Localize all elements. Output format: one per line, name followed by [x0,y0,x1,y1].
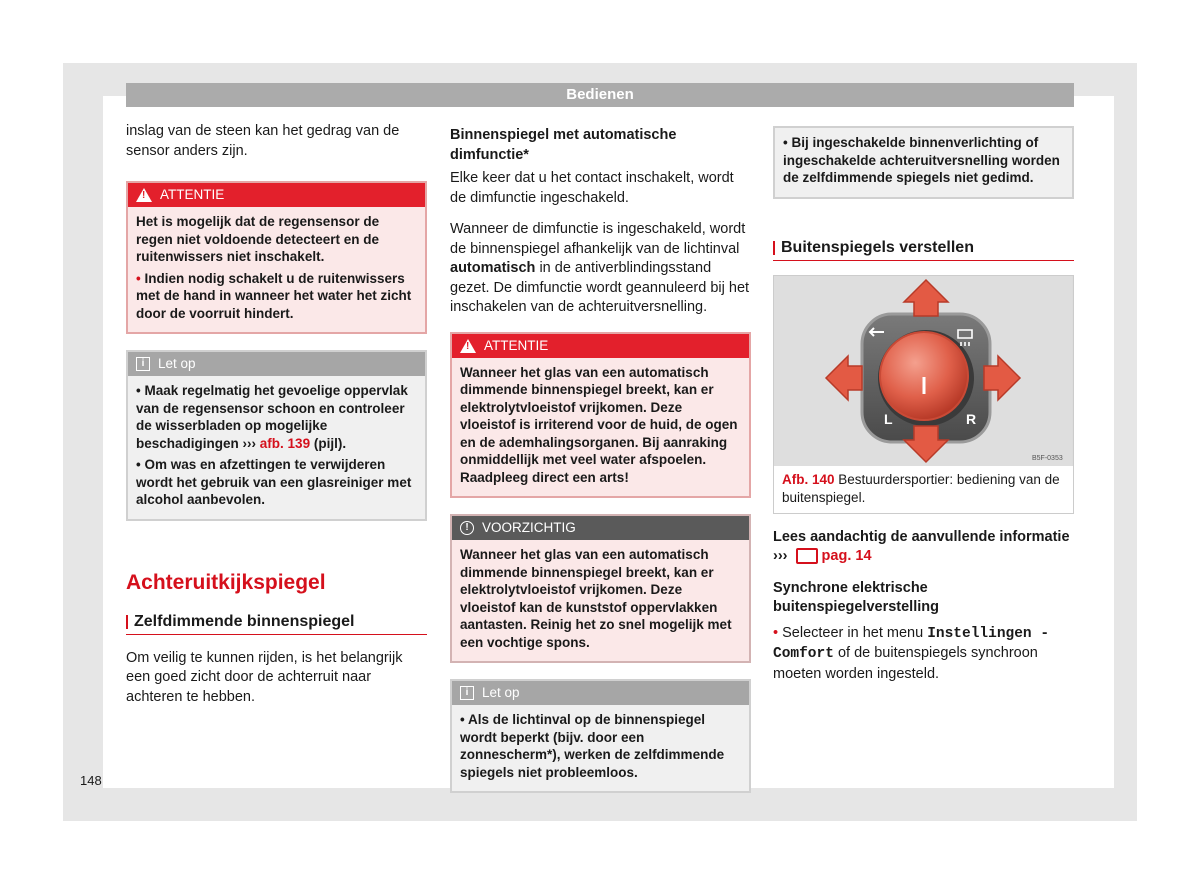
link-afb-139[interactable]: afb. 139 [259,435,311,451]
dimfunctie-heading: Binnenspiegel met automatische dimfunctie* [450,127,677,163]
voorzichtig-label: VOORZICHTIG [482,520,576,535]
intro-text: inslag van de steen kan het gedrag van de sensor anders zijn. [126,123,400,159]
dimfunctie-text-2: Wanneer de dimfunctie is ingeschakeld, wordt de binnenspiegel afhankelijk van de lichtinval automatisch in de antiverblindingsstand gezet. De dimfunctie wordt geannuleerd bij het inschakelen van de achteruitversnelling. [450,221,750,315]
column-2 [450,126,751,793]
voorzichtig-header [452,516,749,540]
voorzichtig-text: Wanneer het glas van een automatisch dimmende binnenspiegel breekt, kan er elektrolytvloeistof vrijkomen. Deze vloeistof kan de kunststof oppervlakken aantasten. Reinig het zo snel mogelijk met een vochtige spons. [460,547,732,650]
tip-continuation-body [775,128,1072,197]
sync-text: • Selecteer in het menu Instellingen - Comfort of de buitenspiegels synchroon moeten worden ingesteld. [773,624,1050,682]
attentie-text-1: Het is mogelijk dat de regensensor de regen niet voldoende detecteert en de ruitenwissers niet inschakelt. [136,214,380,264]
dimfunctie-text-1: Elke keer dat u het contact inschakelt, wordt de dimfunctie ingeschakeld. [450,170,734,206]
figure-code: B5F-0353 [1032,454,1063,462]
body-text: Om veilig te kunnen rijden, is het belangrijk een goed zicht door de achterruit naar achteren te hebben. [126,649,403,705]
section-title: Zelfdimmende binnenspiegel [126,613,427,635]
figure-caption: Afb. 140 Bestuurdersportier: bediening van de buitenspiegel. [782,471,1060,505]
attentie-box-2 [450,332,751,499]
bullet: • [136,270,141,286]
tip-label: Let op [482,685,520,700]
tip-continuation-text: • Bij ingeschakelde binnenverlichting of ingeschakelde achteruitversnelling worden de zelfdimmende spiegels niet gedimd. [783,135,1060,185]
tip-box-1 [126,350,427,521]
warning-icon [136,188,152,202]
attentie-box-1 [126,181,427,334]
page-number: 148 [80,773,102,788]
attentie-label: ATTENTIE [160,187,225,202]
info-icon: i [136,357,150,371]
column-3 [773,126,1074,684]
bullet: • [773,624,779,641]
attentie-text-2: • Indien nodig schakelt u de ruitenwissers met de hand in wanneer het water het zicht door de voorruit hindert. [136,270,412,321]
tip-body [452,705,749,791]
knob-letter-left: L [884,410,893,427]
figure-140 [773,275,1074,514]
tip-header [128,352,425,376]
mirror-control-illustration [774,276,1072,466]
attentie-body [128,207,425,332]
attentie-header [128,183,425,207]
link-pag-14[interactable]: pag. 14 [817,548,872,564]
tip-body [128,376,425,519]
tip-label: Let op [158,356,196,371]
tip-text: • Als de lichtinval op de binnenspiegel wordt beperkt (bijv. door een zonnescherm*), werken de zelfdimmende spiegels niet probleemloos. [460,712,725,780]
voorzichtig-body [452,540,749,661]
read-more: Lees aandachtig de aanvullende informatie ››› pag. 14 [773,528,1070,564]
sync-heading: Synchrone elektrische buitenspiegelverstelling [773,579,939,615]
attentie-header [452,334,749,358]
chapter-title: Achteruitkijkspiegel [126,570,326,594]
tip-box-2 [450,679,751,793]
figure-image [774,276,1073,466]
info-icon: i [460,686,474,700]
tip-text-2: • Om was en afzettingen te verwijderen wordt het gebruik van een glasreiniger met alcohol aanbevolen. [136,457,412,507]
tip-text-1: • Maak regelmatig het gevoelige oppervlak van de regensensor schoon en controleer de wisserbladen op mogelijke beschadigingen ››› afb. 139 (pijl). [136,383,408,451]
book-icon [796,548,818,564]
tip-continuation-box [773,126,1074,199]
column-1 [126,122,427,707]
voorzichtig-box [450,514,751,663]
attentie-body [452,358,749,497]
attentie-label: ATTENTIE [484,337,549,353]
warning-icon [460,339,476,353]
page-header: Bedienen [126,83,1074,107]
caution-icon: ! [460,521,474,535]
section-title-buitenspiegels: Buitenspiegels verstellen [773,239,1074,261]
knob-letter-right: R [966,410,977,427]
attentie-text: Wanneer het glas van een automatisch dimmende binnenspiegel breekt, kan er elektrolytvloeistof vrijkomen. Deze vloeistof is irriterend voor de huid, de ogen en de ademhalingsorganen. Bij aanraking onmiddellijk met veel water afspoelen. Raadpleeg direct een arts! [460,364,738,485]
tip-header [452,681,749,705]
figure-label: Afb. 140 [782,471,835,487]
